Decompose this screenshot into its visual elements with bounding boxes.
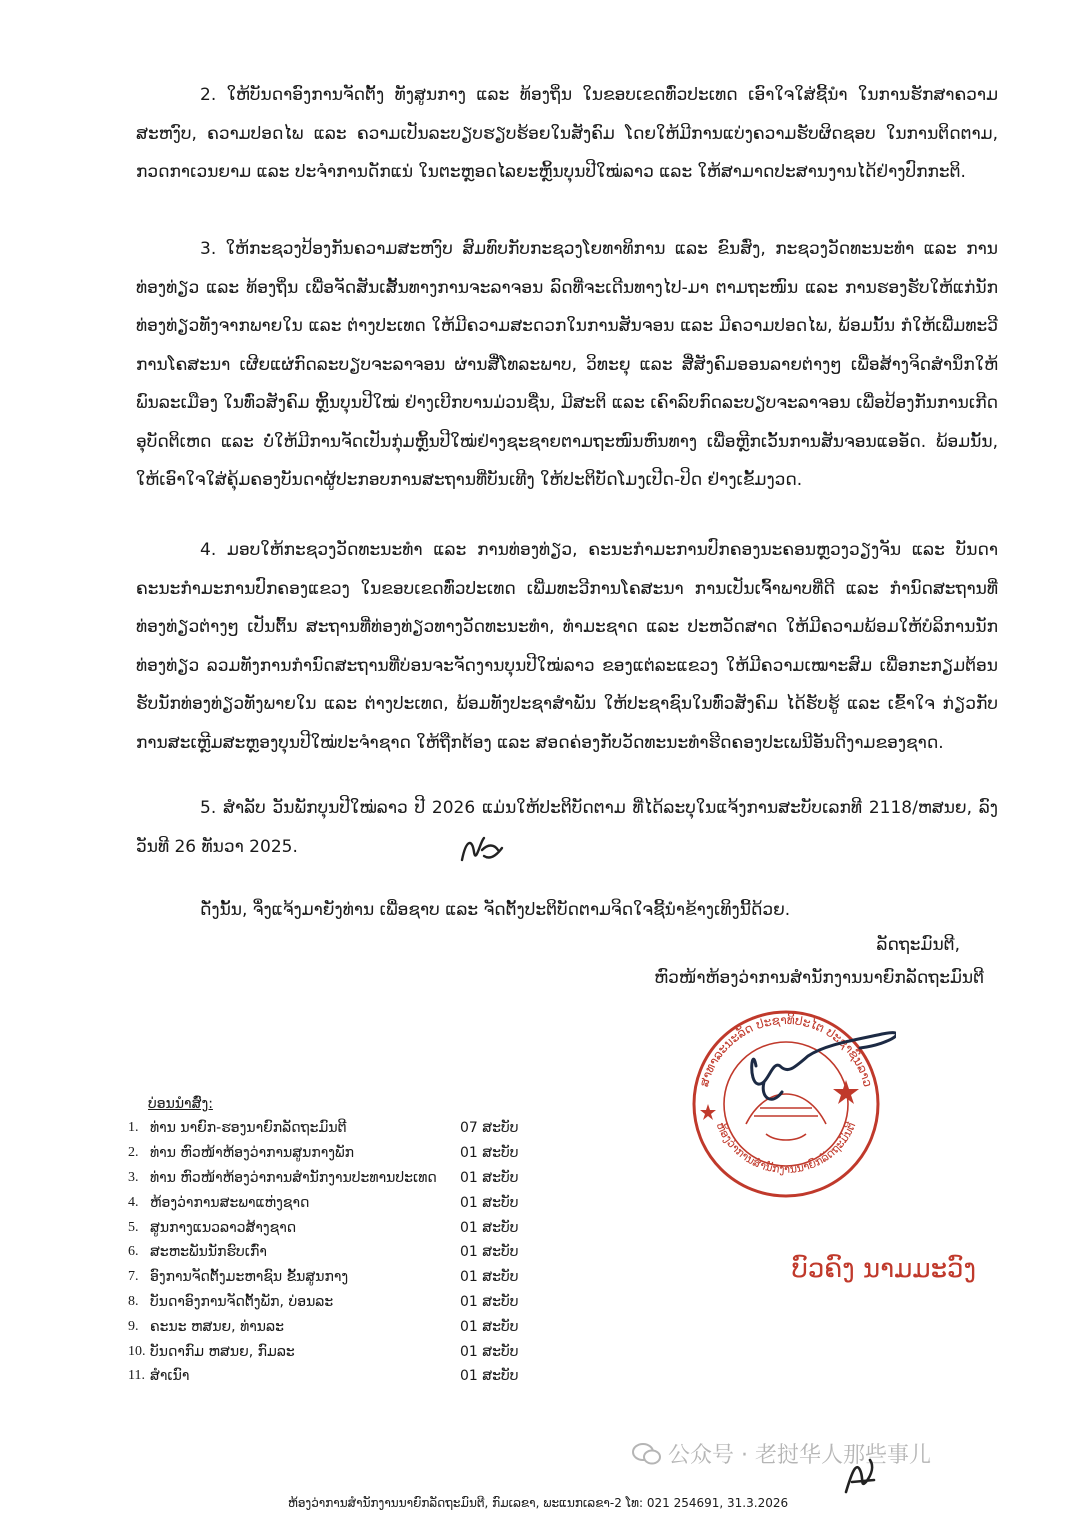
distribution-item-count: 07 ສະບັບ — [460, 1120, 519, 1137]
distribution-title: ບ່ອນນຳສົ່ງ: — [148, 1096, 213, 1112]
distribution-item-num: 3. — [128, 1169, 139, 1185]
footer-contact: ຫ້ອງວ່າການສຳນັກງານນາຍົກລັດຖະມົນຕີ, ກົມເລຂາ, ພະແນກເລຂາ-2 ໂທ: 021 254691, 31.3.2026 — [288, 1496, 789, 1510]
distribution-item-text: ສຳເນົາ — [150, 1368, 190, 1385]
paragraph-2: 2. ໃຫ້ບັນດາອົງການຈັດຕັ້ງ ທັງສູນກາງ ແລະ ທ້ອງຖິ່ນ ໃນຂອບເຂດທົ່ວປະເທດ ເອົາໃຈໃສ່ຊີ້ນຳ ໃນການຮັກສາຄວາມສະຫງົບ, ຄວາມປອດໄພ ແລະ ຄວາມເປັນລະບຽບຮຽບຮ້ອຍໃນສັງຄົມ ໂດຍໃຫ້ມີການແບ່ງຄວາມຮັບຜິດຊອບ ໃນການຕິດຕາມ, ກວດກາເວນຍາມ ແລະ ປະຈຳການດັກແນ່ ໃນຕະຫຼອດໄລຍະຫຼິ້ນບຸນປີໃໝ່ລາວ ແລະ ໃຫ້ສາມາດປະສານງານໄດ້ຢ່າງປົກກະຕິ. — [136, 85, 998, 182]
distribution-item-num: 11. — [128, 1368, 145, 1384]
distribution-list — [128, 1116, 528, 1389]
distribution-item — [128, 1190, 528, 1215]
distribution-item — [128, 1116, 528, 1141]
watermark — [632, 1438, 931, 1469]
distribution-item-count: 01 ສະບັບ — [460, 1169, 519, 1186]
distribution-item-num: 7. — [128, 1269, 139, 1285]
signature-title: ລັດຖະມົນຕີ, — [876, 935, 960, 955]
distribution-item-text: ຄະນະ ຫສນຍ, ທ່ານລະ — [150, 1318, 284, 1335]
distribution-item-count: 01 ສະບັບ — [460, 1194, 519, 1211]
paragraph-4: 4. ມອບໃຫ້ກະຊວງວັດທະນະທຳ ແລະ ການທ່ອງທ່ຽວ, ຄະນະກຳມະການປົກຄອງນະຄອນຫຼວງວຽງຈັນ ແລະ ບັນດາຄະນະກຳມະການປົກຄອງແຂວງ ໃນຂອບເຂດທົ່ວປະເທດ ເພີ່ມທະວີການໂຄສະນາ ການເປັນເຈົ້າພາບທີ່ດີ ແລະ ກຳນົດສະຖານທີ່ທ່ອງທ່ຽວຕ່າງໆ ເປັນຕົ້ນ ສະຖານທີ່ທ່ອງທ່ຽວທາງວັດທະນະທຳ, ທຳມະຊາດ ແລະ ປະຫວັດສາດ ໃຫ້ມີຄວາມພ້ອມໃຫ້ບໍລິການນັກທ່ອງທ່ຽວ ລວມທັງການກຳນົດສະຖານທີ່ບ່ອນຈະຈັດງານບຸນປີໃໝ່ລາວ ຂອງແຕ່ລະແຂວງ ໃຫ້ມີຄວາມເໝາະສົມ ເພື່ອກະກຽມຕ້ອນຮັບນັກທ່ອງທ່ຽວທັງພາຍໃນ ແລະ ຕ່າງປະເທດ, ພ້ອມທັງປະຊາສຳພັນ ໃຫ້ປະຊາຊົນໃນທົ່ວສັງຄົມ ໄດ້ຮັບຮູ້ ແລະ ເຂົ້າໃຈ ກ່ຽວກັບການສະເຫຼີມສະຫຼອງບຸນປີໃໝ່ປະຈຳຊາດ ໃຫ້ຖືກຕ້ອງ ແລະ ສອດຄ່ອງກັບວັດທະນະທຳຮີດຄອງປະເພນີອັນດີງາມຂອງຊາດ. — [136, 540, 998, 753]
watermark-text: 公众号 · 老挝华人那些事儿 — [668, 1443, 931, 1468]
closing-line: ດັ່ງນັ້ນ, ຈຶ່ງແຈ້ງມາຍັງທ່ານ ເພື່ອຊາບ ແລະ ຈັດຕັ້ງປະຕິບັດຕາມຈິດໃຈຊີ້ນຳຂ້າງເທິງນີ້ດ້ວຍ. — [200, 900, 791, 920]
distribution-item-count: 01 ສະບັບ — [460, 1293, 519, 1310]
distribution-item-count: 01 ສະບັບ — [460, 1219, 519, 1236]
distribution-item-num: 4. — [128, 1194, 139, 1210]
distribution-item-count: 01 ສະບັບ — [460, 1244, 519, 1261]
signature-position: ຫົວໜ້າຫ້ອງວ່າການສຳນັກງານນາຍົກລັດຖະມົນຕີ — [654, 968, 984, 988]
distribution-item-num: 5. — [128, 1219, 139, 1235]
distribution-item — [128, 1240, 528, 1265]
distribution-item-text: ສະຫະພັນນັກຮົບເກົ່າ — [150, 1244, 267, 1261]
distribution-item-num: 1. — [128, 1120, 139, 1136]
distribution-item-text: ສູນກາງແນວລາວສ້າງຊາດ — [150, 1219, 297, 1236]
svg-text:ສາທາລະນະລັດ ປະຊາທິປະໄຕ ປະຊາຊົນ: ສາທາລະນະລັດ ປະຊາທິປະໄຕ ປະຊາຊົນລາວ — [696, 1012, 876, 1089]
official-seal — [676, 1004, 896, 1204]
distribution-item — [128, 1364, 528, 1389]
distribution-item-num: 8. — [128, 1293, 139, 1309]
distribution-item-num: 9. — [128, 1318, 139, 1334]
distribution-item-text: ບັນດາອົງການຈັດຕັ້ງພັກ, ບ່ອນລະ — [150, 1293, 334, 1310]
distribution-item — [128, 1314, 528, 1339]
svg-text:ຫ້ອງວ່າການສຳນັກງານນາຍົກລັດຖະມົ: ຫ້ອງວ່າການສຳນັກງານນາຍົກລັດຖະມົນຕີ — [713, 1120, 859, 1176]
distribution-item-text: ບັນດາກົມ ຫສນຍ, ກົມລະ — [150, 1343, 295, 1360]
distribution-item-num: 10. — [128, 1343, 146, 1359]
handwritten-initials — [454, 830, 506, 870]
distribution-item — [128, 1290, 528, 1315]
distribution-item-count: 01 ສະບັບ — [460, 1269, 519, 1286]
distribution-item-count: 01 ສະບັບ — [460, 1368, 519, 1385]
wechat-icon — [632, 1443, 662, 1465]
footer-initials — [840, 1452, 880, 1502]
distribution-item-text: ທ່ານ ຫົວໜ້າຫ້ອງວ່າການສູນກາງພັກ — [150, 1145, 355, 1162]
distribution-item-count: 01 ສະບັບ — [460, 1145, 519, 1162]
distribution-item — [128, 1339, 528, 1364]
distribution-item — [128, 1141, 528, 1166]
distribution-item-text: ຫ້ອງວ່າການສະພາແຫ່ງຊາດ — [150, 1194, 310, 1211]
paragraph-3: 3. ໃຫ້ກະຊວງປ້ອງກັນຄວາມສະຫງົບ ສົມທົບກັບກະຊວງໂຍທາທິການ ແລະ ຂົນສົ່ງ, ກະຊວງວັດທະນະທຳ ແລະ ການທ່ອງທ່ຽວ ແລະ ທ້ອງຖິ່ນ ເພື່ອຈັດສັນເສັ້ນທາງການຈະລາຈອນ ລົດທີ່ຈະເດີນທາງໄປ-ມາ ຕາມຖະໜົນ ແລະ ການຮອງຮັບໃຫ້ແກ່ນັກທ່ອງທ່ຽວທັງຈາກພາຍໃນ ແລະ ຕ່າງປະເທດ ໃຫ້ມີຄວາມສະດວກໃນການສັນຈອນ ແລະ ມີຄວາມປອດໄພ, ພ້ອມນັ້ນ ກໍໃຫ້ເພີ່ມທະວີການໂຄສະນາ ເຜີຍແຜ່ກົດລະບຽບຈະລາຈອນ ຜ່ານສື່ໂທລະພາບ, ວິທະຍຸ ແລະ ສື່ສັງຄົມອອນລາຍຕ່າງໆ ເພື່ອສ້າງຈິດສຳນຶກໃຫ້ພົນລະເມືອງ ໃນທົ່ວສັງຄົມ ຫຼິ້ນບຸນປີໃໝ່ ຢ່າງເບີກບານມ່ວນຊື່ນ, ມີສະຕິ ແລະ ເຄົາລົບກົດລະບຽບຈະລາຈອນ ເພື່ອປ້ອງກັນການເກີດອຸບັດຕິເຫດ ແລະ ບໍ່ໃຫ້ມີການຈັດເປັນກຸ່ມຫຼິ້ນປີໃໝ່ຢ່າງຊະຊາຍຕາມຖະໜົນຫົນທາງ ເພື່ອຫຼີກເວັ້ນການສັນຈອນແອອັດ. ພ້ອມນັ້ນ, ໃຫ້ເອົາໃຈໃສ່ຄຸ້ມຄອງບັນດາຜູ້ປະກອບການສະຖານທີ່ບັນເທີງ ໃຫ້ປະຕິບັດໂມງເປີດ-ປິດ ຢ່າງເຂັ້ມງວດ. — [136, 239, 998, 490]
distribution-item-text: ທ່ານ ຫົວໜ້າຫ້ອງວ່າການສຳນັກງານປະທານປະເທດ — [150, 1169, 437, 1186]
distribution-item-num: 2. — [128, 1145, 139, 1161]
distribution-item — [128, 1215, 528, 1240]
distribution-item-text: ອົງການຈັດຕັ້ງມະຫາຊົນ ຂັ້ນສູນກາງ — [150, 1269, 349, 1286]
distribution-item-count: 01 ສະບັບ — [460, 1343, 519, 1360]
distribution-item-num: 6. — [128, 1244, 139, 1260]
distribution-item — [128, 1166, 528, 1191]
signer-name: ບົວຄົງ ນາມມະວົງ — [791, 1254, 976, 1284]
distribution-item-text: ທ່ານ ນາຍົກ-ຮອງນາຍົກລັດຖະມົນຕີ — [150, 1120, 347, 1137]
paragraph-5: 5. ສຳລັບ ວັນພັກບຸນປີໃໝ່ລາວ ປີ 2026 ແມ່ນໃຫ້ປະຕິບັດຕາມ ທີ່ໄດ້ລະບຸໃນແຈ້ງການສະບັບເລກທີ 2118/ຫສນຍ, ລົງວັນທີ 26 ທັນວາ 2025. — [136, 798, 998, 857]
distribution-item — [128, 1265, 528, 1290]
distribution-item-count: 01 ສະບັບ — [460, 1318, 519, 1335]
